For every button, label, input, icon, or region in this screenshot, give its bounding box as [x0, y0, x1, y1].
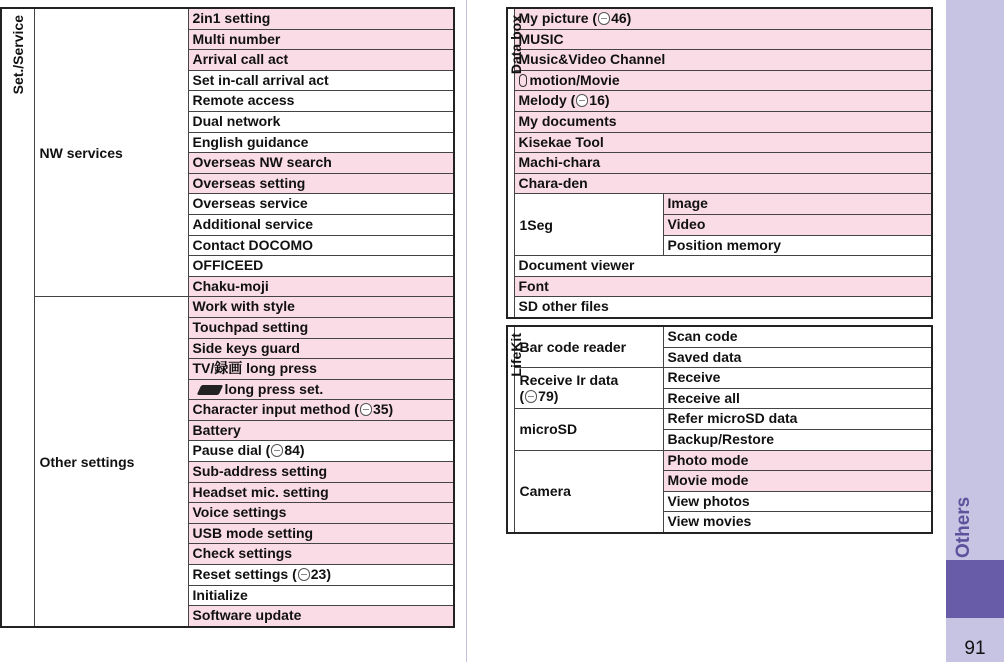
menu-icon: [525, 390, 537, 403]
menu-item[interactable]: Sub-address setting: [188, 462, 454, 483]
menu-icon: [598, 12, 610, 25]
menu-item[interactable]: motion/Movie: [514, 70, 932, 91]
section-label-set-service: Set./Service: [1, 8, 34, 627]
menu-item[interactable]: Touchpad setting: [188, 317, 454, 338]
menu-item[interactable]: OFFICEED: [188, 256, 454, 277]
menu-item[interactable]: Machi-chara: [514, 153, 932, 174]
group-label-other-settings: Other settings: [34, 297, 188, 627]
menu-item[interactable]: Scan code: [663, 326, 932, 347]
menu-item[interactable]: Saved data: [663, 347, 932, 368]
menu-icon: [271, 444, 283, 457]
menu-item[interactable]: Side keys guard: [188, 338, 454, 359]
menu-item[interactable]: Reset settings ( 23): [188, 565, 454, 586]
section-label-data-box: Data box: [507, 8, 514, 318]
menu-item[interactable]: Arrival call act: [188, 50, 454, 71]
column-divider: [466, 0, 467, 662]
menu-item[interactable]: Receive: [663, 368, 932, 389]
chapter-tab-label: Others: [953, 496, 974, 558]
menu-item[interactable]: View movies: [663, 512, 932, 533]
menu-item[interactable]: Video: [663, 214, 932, 235]
menu-item[interactable]: long press set.: [188, 379, 454, 400]
menu-item[interactable]: Receive all: [663, 388, 932, 409]
menu-item[interactable]: Chara-den: [514, 173, 932, 194]
menu-item[interactable]: Work with style: [188, 297, 454, 318]
menu-item[interactable]: Movie mode: [663, 471, 932, 492]
data-box-table: [506, 7, 933, 319]
section-label-lifekit: LifeKit: [507, 326, 514, 533]
group-label-camera: Camera: [514, 450, 663, 533]
menu-item[interactable]: View photos: [663, 491, 932, 512]
menu-item[interactable]: Multi number: [188, 29, 454, 50]
i-mode-icon: [519, 74, 527, 87]
menu-item[interactable]: SD other files: [514, 297, 932, 318]
menu-item[interactable]: Kisekae Tool: [514, 132, 932, 153]
menu-item[interactable]: Backup/Restore: [663, 429, 932, 450]
chapter-tab-marker: [946, 560, 1004, 618]
menu-item[interactable]: Software update: [188, 606, 454, 627]
menu-item[interactable]: Overseas setting: [188, 173, 454, 194]
menu-item[interactable]: Image: [663, 194, 932, 215]
page-number: 91: [964, 638, 986, 659]
menu-item[interactable]: TV/録画 long press: [188, 359, 454, 380]
menu-item[interactable]: Pause dial ( 84): [188, 441, 454, 462]
camera-key-icon: [196, 385, 223, 395]
menu-item[interactable]: Set in-call arrival act: [188, 70, 454, 91]
menu-item[interactable]: English guidance: [188, 132, 454, 153]
menu-item[interactable]: Melody ( 16): [514, 91, 932, 112]
menu-item[interactable]: My picture ( 46): [514, 8, 932, 29]
menu-item[interactable]: Music&Video Channel: [514, 50, 932, 71]
menu-icon: [360, 403, 372, 416]
menu-item[interactable]: Remote access: [188, 91, 454, 112]
menu-item[interactable]: Headset mic. setting: [188, 482, 454, 503]
menu-item[interactable]: Initialize: [188, 585, 454, 606]
menu-icon: [298, 568, 310, 581]
menu-item[interactable]: Document viewer: [514, 256, 932, 277]
menu-item[interactable]: Battery: [188, 420, 454, 441]
menu-item[interactable]: Refer microSD data: [663, 409, 932, 430]
menu-item[interactable]: Contact DOCOMO: [188, 235, 454, 256]
group-label-bar-code: Bar code reader: [514, 326, 663, 368]
menu-item[interactable]: Character input method ( 35): [188, 400, 454, 421]
menu-item[interactable]: Overseas service: [188, 194, 454, 215]
menu-item[interactable]: 2in1 setting: [188, 8, 454, 29]
group-label-microsd: microSD: [514, 409, 663, 450]
menu-item[interactable]: Overseas NW search: [188, 153, 454, 174]
menu-item[interactable]: Voice settings: [188, 503, 454, 524]
group-label-1seg: 1Seg: [514, 194, 663, 256]
menu-item[interactable]: MUSIC: [514, 29, 932, 50]
menu-item[interactable]: My documents: [514, 111, 932, 132]
menu-item[interactable]: Font: [514, 276, 932, 297]
menu-item[interactable]: Photo mode: [663, 450, 932, 471]
group-label-nw-services: NW services: [34, 8, 188, 297]
menu-item[interactable]: Chaku-moji: [188, 276, 454, 297]
lifekit-table: [506, 325, 933, 534]
menu-item[interactable]: Dual network: [188, 111, 454, 132]
menu-item[interactable]: USB mode setting: [188, 523, 454, 544]
menu-item[interactable]: Position memory: [663, 235, 932, 256]
menu-item[interactable]: Additional service: [188, 214, 454, 235]
menu-icon: [576, 94, 588, 107]
group-label-receive-ir: Receive Ir data ( 79): [514, 368, 663, 409]
set-service-table: [0, 7, 455, 628]
menu-item[interactable]: Check settings: [188, 544, 454, 565]
